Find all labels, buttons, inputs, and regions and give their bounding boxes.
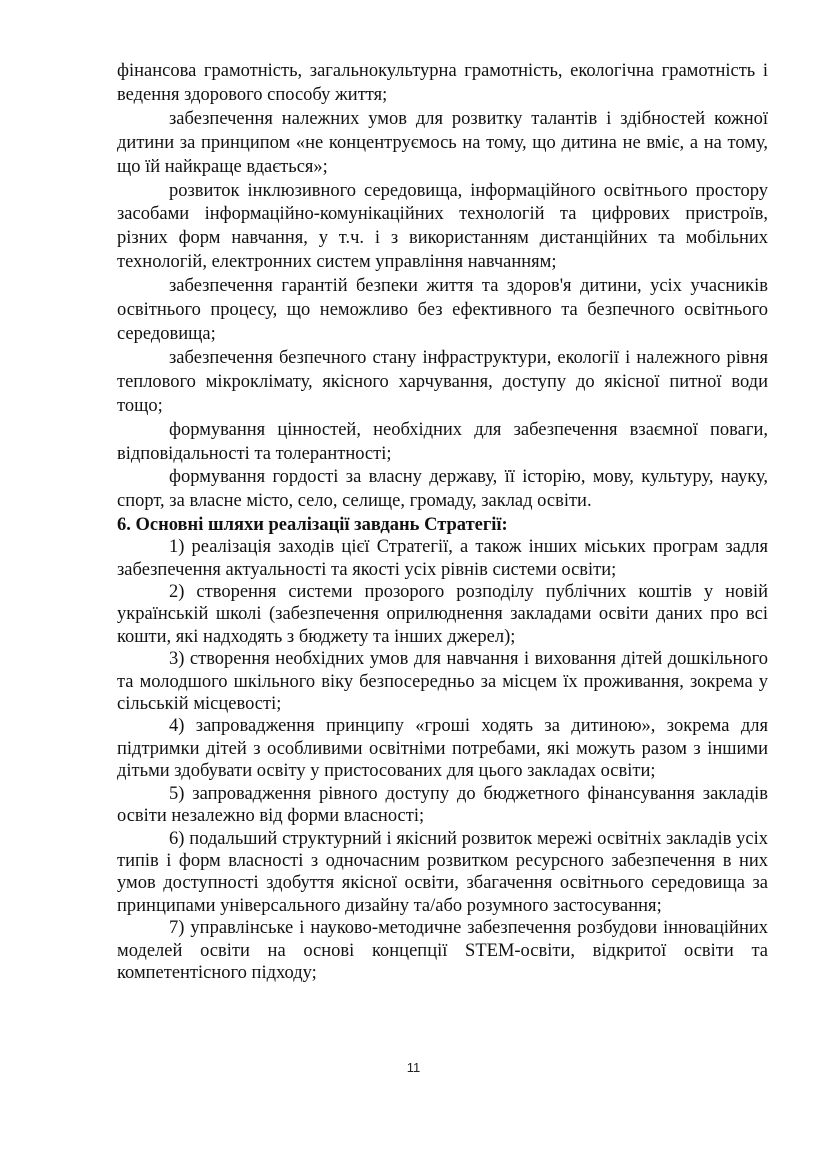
section-heading: 6. Основні шляхи реалізації завдань Стратегії:: [117, 515, 508, 536]
paragraph-financial-literacy: фінансова грамотність, загальнокультурна грамотність, екологічна грамотність і ведення здорового способу життя;: [117, 61, 768, 105]
list-item: 5) запровадження рівного доступу до бюджетного фінансування закладів освіти незалежно від форми власності;: [117, 783, 768, 827]
paragraph-infrastructure: забезпечення безпечного стану інфраструктури, екології і належного рівня теплового мікроклімату, якісного харчування, доступу до якісної питної води тощо;: [117, 347, 768, 416]
list-item: 6) подальший структурний і якісний розвиток мережі освітніх закладів усіх типів і форм власності з одночасним розвитком ресурсного забезпечення в них умов доступності здобуття якісної освіти, збагачення освітнього середовища за принципами універсального дизайну та/або розумного застосування;: [117, 828, 768, 916]
paragraph-inclusive-environment: розвиток інклюзивного середовища, інформаційного освітнього простору засобами інформаційно-комунікаційних технологій та цифрових пристроїв, різних форм навчання, у т.ч. і з використанням дистанційних та мобільних технологій, електронних систем управління навчанням;: [117, 180, 768, 273]
document-page: [117, 60, 768, 984]
list-item: 2) створення системи прозорого розподілу публічних коштів у новій українській школі (забезпечення оприлюднення закладами освіти даних про всі кошти, які надходять з бюджету та інших джерел);: [117, 582, 768, 647]
page-number: 11: [406, 1060, 421, 1075]
paragraph-pride: формування гордості за власну державу, її історію, мову, культуру, науку, спорт, за власне місто, село, селище, громаду, заклад освіти.: [117, 467, 768, 512]
list-item: 7) управлінське і науково-методичне забезпечення розбудови інноваційних моделей освіти на основі концепції STEM-освіти, відкритої освіти та компетентісного підходу;: [117, 918, 768, 983]
paragraph-values: формування цінностей, необхідних для забезпечення взаємної поваги, відповідальності та толерантності;: [117, 419, 768, 464]
list-item: 4) запровадження принципу «гроші ходять за дитиною», зокрема для підтримки дітей з особливими освітніми потребами, які можуть разом з іншими дітьми здобувати освіту у пристосованих для цього закладах освіти;: [117, 716, 768, 782]
paragraph-safety-guarantees: забезпечення гарантій безпеки життя та здоров'я дитини, усіх учасників освітнього процесу, що неможливо без ефективного та безпечного освітнього середовища;: [117, 276, 768, 344]
list-item: 3) створення необхідних умов для навчання і виховання дітей дошкільного та молодшого шкільного віку безпосередньо за місцем їх проживання, зокрема у сільській місцевості;: [117, 649, 768, 715]
list-item: 1) реалізація заходів цієї Стратегії, а також інших міських програм задля забезпечення актуальності та якості усіх рівнів системи освіти;: [117, 537, 768, 580]
paragraph-talents: забезпечення належних умов для розвитку талантів і здібностей кожної дитини за принципом «не концентруємось на тому, що дитина не вміє, а на тому, що їй найкраще вдається»;: [117, 108, 768, 177]
